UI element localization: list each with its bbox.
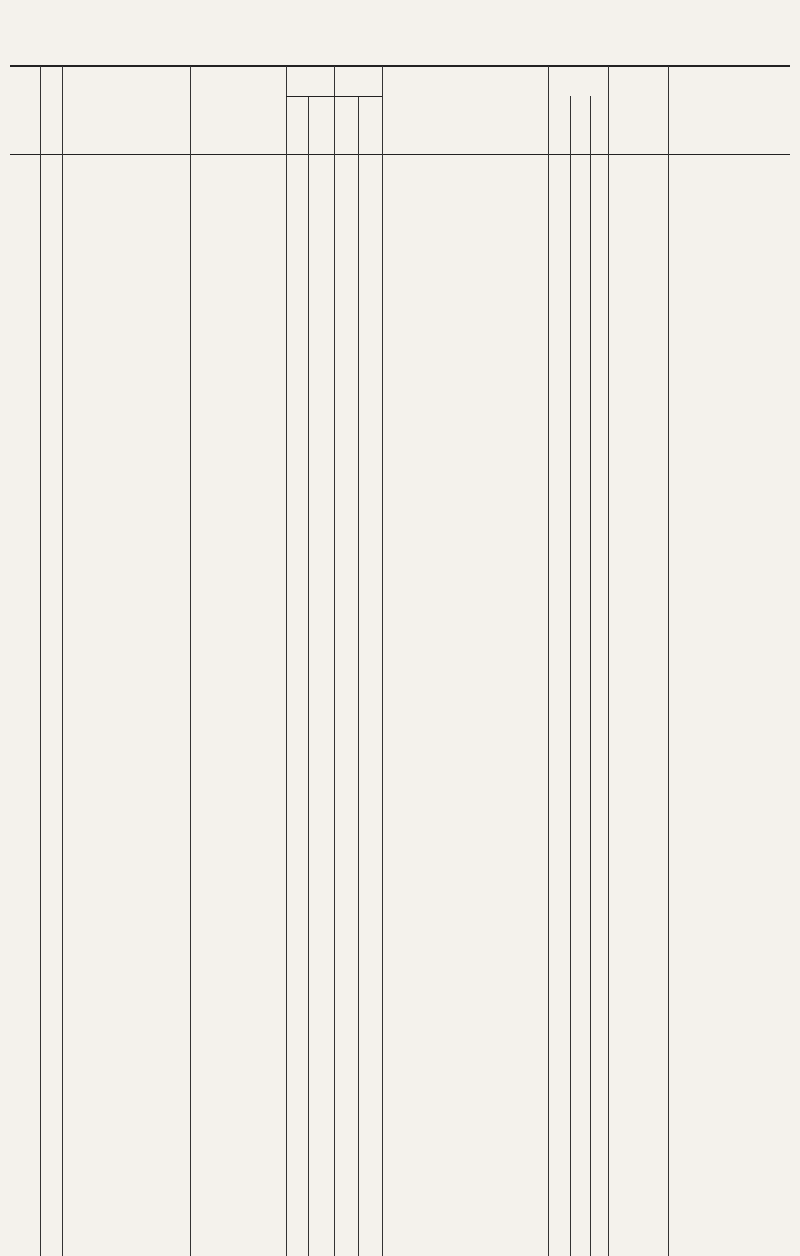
table-header-rule	[10, 154, 790, 155]
col-rule	[382, 66, 383, 1256]
col-rule	[590, 96, 591, 1256]
col-header-tomme	[591, 100, 607, 152]
col-rule	[62, 66, 63, 1256]
col-header-alen	[550, 100, 568, 152]
col-header-bindvaerk-yard	[360, 100, 380, 152]
col-header-qvarter	[572, 100, 588, 152]
col-rule	[570, 96, 571, 1256]
col-header-grundmuur	[288, 100, 306, 152]
col-header-bindvaerk	[311, 100, 331, 152]
col-header-streets	[44, 72, 60, 152]
col-rule	[668, 66, 669, 1256]
col-rule	[334, 66, 335, 1256]
col-header-numbers	[12, 72, 40, 152]
col-rule	[548, 66, 549, 1256]
col-header-grundmuur-yard	[336, 100, 356, 152]
col-rule	[358, 96, 359, 1256]
col-rule	[40, 66, 41, 1256]
col-rule	[308, 96, 309, 1256]
col-rule	[608, 66, 609, 1256]
table-top-rule	[10, 65, 790, 67]
col-rule	[286, 66, 287, 1256]
facade-subrule	[286, 96, 382, 97]
col-rule	[190, 66, 191, 1256]
